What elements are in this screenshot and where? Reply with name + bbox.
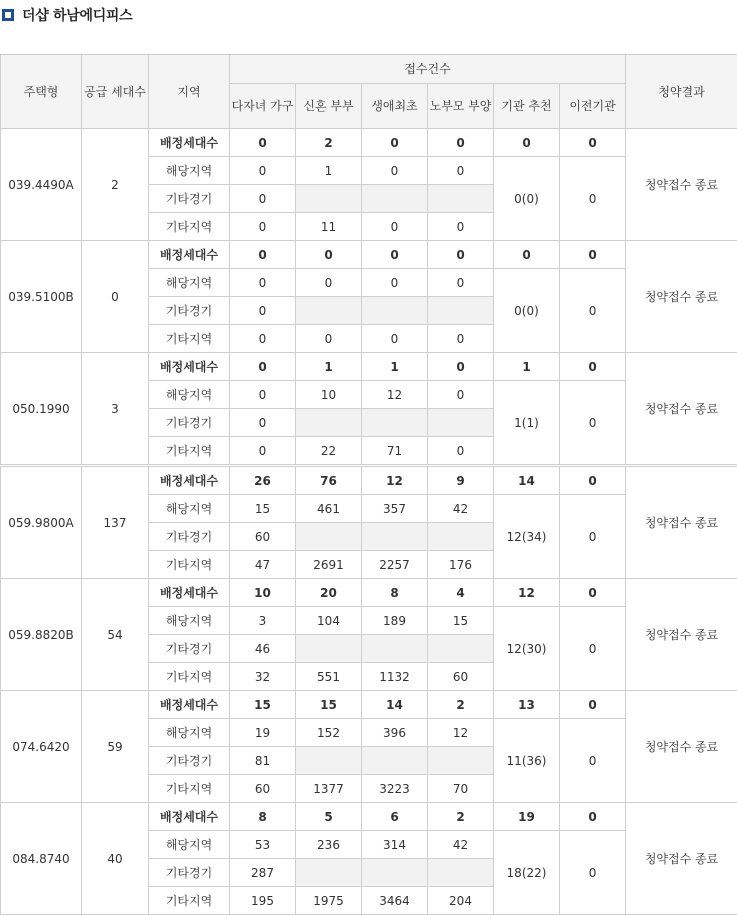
alloc-cell: 15 bbox=[296, 691, 362, 719]
subscription-results-table bbox=[0, 54, 737, 915]
other-cell: 1975 bbox=[296, 887, 362, 915]
other-cell: 204 bbox=[428, 887, 494, 915]
row-label-gyeonggi: 기타경기 bbox=[149, 747, 230, 775]
other-cell: 176 bbox=[428, 551, 494, 579]
other-cell: 0 bbox=[428, 437, 494, 466]
alloc-cell: 8 bbox=[362, 579, 428, 607]
row-label-local: 해당지역 bbox=[149, 381, 230, 409]
local-cell: 19 bbox=[230, 719, 296, 747]
supply-cell: 59 bbox=[82, 691, 149, 803]
header-reception: 접수건수 bbox=[230, 55, 626, 84]
row-label-other: 기타지역 bbox=[149, 775, 230, 803]
transfer-cell: 0 bbox=[560, 831, 626, 915]
other-cell: 1132 bbox=[362, 663, 428, 691]
empty-cell bbox=[296, 635, 362, 663]
house-type-cell: 050.1990 bbox=[1, 353, 82, 466]
local-cell: 0 bbox=[296, 269, 362, 297]
alloc-cell: 2 bbox=[296, 129, 362, 157]
transfer-cell: 0 bbox=[560, 157, 626, 241]
row-label-alloc: 배정세대수 bbox=[149, 579, 230, 607]
header-newlywed: 신혼 부부 bbox=[296, 84, 362, 129]
empty-cell bbox=[296, 523, 362, 551]
local-cell: 0 bbox=[230, 157, 296, 185]
other-cell: 0 bbox=[362, 325, 428, 353]
result-cell: 청약접수 종료 bbox=[626, 803, 737, 915]
house-type-cell: 059.9800A bbox=[1, 466, 82, 579]
agency-cell: 12(34) bbox=[494, 495, 560, 579]
empty-cell bbox=[428, 523, 494, 551]
row-label-local: 해당지역 bbox=[149, 719, 230, 747]
transfer-alloc-cell: 0 bbox=[560, 466, 626, 495]
other-cell: 195 bbox=[230, 887, 296, 915]
empty-cell bbox=[428, 747, 494, 775]
row-label-alloc: 배정세대수 bbox=[149, 691, 230, 719]
empty-cell bbox=[362, 747, 428, 775]
alloc-cell: 0 bbox=[230, 241, 296, 269]
other-cell: 11 bbox=[296, 213, 362, 241]
other-cell: 551 bbox=[296, 663, 362, 691]
agency-alloc-cell: 0 bbox=[494, 241, 560, 269]
agency-alloc-cell: 1 bbox=[494, 353, 560, 381]
row-label-other: 기타지역 bbox=[149, 887, 230, 915]
agency-cell: 11(36) bbox=[494, 719, 560, 803]
local-cell: 357 bbox=[362, 495, 428, 523]
supply-cell: 54 bbox=[82, 579, 149, 691]
local-cell: 0 bbox=[428, 269, 494, 297]
header-elderly-parent: 노부모 부양 bbox=[428, 84, 494, 129]
gyeonggi-cell: 0 bbox=[230, 297, 296, 325]
other-cell: 60 bbox=[428, 663, 494, 691]
page-title: 더샵 하남에디피스 bbox=[22, 8, 133, 24]
row-label-alloc: 배정세대수 bbox=[149, 241, 230, 269]
alloc-cell: 10 bbox=[230, 579, 296, 607]
local-cell: 10 bbox=[296, 381, 362, 409]
agency-alloc-cell: 12 bbox=[494, 579, 560, 607]
table-row bbox=[1, 466, 737, 495]
alloc-cell: 0 bbox=[428, 241, 494, 269]
local-cell: 0 bbox=[428, 381, 494, 409]
local-cell: 42 bbox=[428, 495, 494, 523]
other-cell: 1377 bbox=[296, 775, 362, 803]
alloc-cell: 26 bbox=[230, 466, 296, 495]
transfer-alloc-cell: 0 bbox=[560, 129, 626, 157]
header-multi-child: 다자녀 가구 bbox=[230, 84, 296, 129]
supply-cell: 2 bbox=[82, 129, 149, 241]
local-cell: 15 bbox=[230, 495, 296, 523]
agency-cell: 12(30) bbox=[494, 607, 560, 691]
agency-alloc-cell: 0 bbox=[494, 129, 560, 157]
local-cell: 15 bbox=[428, 607, 494, 635]
transfer-cell: 0 bbox=[560, 269, 626, 353]
transfer-cell: 0 bbox=[560, 719, 626, 803]
header-first-time: 생애최초 bbox=[362, 84, 428, 129]
row-label-gyeonggi: 기타경기 bbox=[149, 297, 230, 325]
alloc-cell: 8 bbox=[230, 803, 296, 831]
local-cell: 12 bbox=[362, 381, 428, 409]
table-row bbox=[1, 803, 737, 831]
local-cell: 53 bbox=[230, 831, 296, 859]
other-cell: 0 bbox=[230, 437, 296, 466]
header-agency: 기관 추천 bbox=[494, 84, 560, 129]
transfer-alloc-cell: 0 bbox=[560, 691, 626, 719]
local-cell: 3 bbox=[230, 607, 296, 635]
alloc-cell: 0 bbox=[428, 129, 494, 157]
other-cell: 0 bbox=[428, 213, 494, 241]
table-row bbox=[1, 241, 737, 269]
alloc-cell: 20 bbox=[296, 579, 362, 607]
supply-cell: 137 bbox=[82, 466, 149, 579]
header-region: 지역 bbox=[149, 55, 230, 129]
empty-cell bbox=[362, 635, 428, 663]
transfer-cell: 0 bbox=[560, 495, 626, 579]
alloc-cell: 15 bbox=[230, 691, 296, 719]
empty-cell bbox=[296, 859, 362, 887]
empty-cell bbox=[362, 523, 428, 551]
local-cell: 396 bbox=[362, 719, 428, 747]
transfer-alloc-cell: 0 bbox=[560, 579, 626, 607]
other-cell: 71 bbox=[362, 437, 428, 466]
alloc-cell: 9 bbox=[428, 466, 494, 495]
other-cell: 3223 bbox=[362, 775, 428, 803]
transfer-cell: 0 bbox=[560, 381, 626, 466]
local-cell: 0 bbox=[362, 269, 428, 297]
other-cell: 2257 bbox=[362, 551, 428, 579]
empty-cell bbox=[428, 185, 494, 213]
alloc-cell: 12 bbox=[362, 466, 428, 495]
empty-cell bbox=[296, 747, 362, 775]
other-cell: 0 bbox=[230, 325, 296, 353]
agency-alloc-cell: 14 bbox=[494, 466, 560, 495]
agency-alloc-cell: 13 bbox=[494, 691, 560, 719]
other-cell: 60 bbox=[230, 775, 296, 803]
agency-cell: 18(22) bbox=[494, 831, 560, 915]
header-result: 청약결과 bbox=[626, 55, 737, 129]
gyeonggi-cell: 0 bbox=[230, 185, 296, 213]
header-transfer: 이전기관 bbox=[560, 84, 626, 129]
row-label-other: 기타지역 bbox=[149, 437, 230, 466]
table-row bbox=[1, 129, 737, 157]
alloc-cell: 14 bbox=[362, 691, 428, 719]
supply-cell: 0 bbox=[82, 241, 149, 353]
row-label-gyeonggi: 기타경기 bbox=[149, 185, 230, 213]
local-cell: 314 bbox=[362, 831, 428, 859]
row-label-alloc: 배정세대수 bbox=[149, 466, 230, 495]
row-label-local: 해당지역 bbox=[149, 157, 230, 185]
local-cell: 461 bbox=[296, 495, 362, 523]
alloc-cell: 0 bbox=[230, 353, 296, 381]
row-label-local: 해당지역 bbox=[149, 607, 230, 635]
alloc-cell: 0 bbox=[230, 129, 296, 157]
other-cell: 70 bbox=[428, 775, 494, 803]
local-cell: 12 bbox=[428, 719, 494, 747]
empty-cell bbox=[362, 297, 428, 325]
house-type-cell: 059.8820B bbox=[1, 579, 82, 691]
result-cell: 청약접수 종료 bbox=[626, 579, 737, 691]
result-cell: 청약접수 종료 bbox=[626, 241, 737, 353]
result-cell: 청약접수 종료 bbox=[626, 129, 737, 241]
row-label-local: 해당지역 bbox=[149, 495, 230, 523]
alloc-cell: 0 bbox=[428, 353, 494, 381]
local-cell: 42 bbox=[428, 831, 494, 859]
alloc-cell: 1 bbox=[362, 353, 428, 381]
empty-cell bbox=[296, 297, 362, 325]
title-bar bbox=[0, 0, 737, 40]
result-cell: 청약접수 종료 bbox=[626, 353, 737, 466]
transfer-alloc-cell: 0 bbox=[560, 241, 626, 269]
row-label-gyeonggi: 기타경기 bbox=[149, 409, 230, 437]
result-cell: 청약접수 종료 bbox=[626, 466, 737, 579]
supply-cell: 3 bbox=[82, 353, 149, 466]
gyeonggi-cell: 46 bbox=[230, 635, 296, 663]
alloc-cell: 0 bbox=[362, 129, 428, 157]
transfer-alloc-cell: 0 bbox=[560, 803, 626, 831]
row-label-alloc: 배정세대수 bbox=[149, 353, 230, 381]
row-label-alloc: 배정세대수 bbox=[149, 129, 230, 157]
row-label-local: 해당지역 bbox=[149, 831, 230, 859]
local-cell: 152 bbox=[296, 719, 362, 747]
table-row bbox=[1, 579, 737, 607]
result-cell: 청약접수 종료 bbox=[626, 691, 737, 803]
other-cell: 0 bbox=[296, 325, 362, 353]
agency-cell: 0(0) bbox=[494, 157, 560, 241]
row-label-alloc: 배정세대수 bbox=[149, 803, 230, 831]
alloc-cell: 2 bbox=[428, 691, 494, 719]
other-cell: 32 bbox=[230, 663, 296, 691]
alloc-cell: 4 bbox=[428, 579, 494, 607]
local-cell: 189 bbox=[362, 607, 428, 635]
empty-cell bbox=[428, 859, 494, 887]
table-body bbox=[1, 129, 737, 915]
local-cell: 236 bbox=[296, 831, 362, 859]
supply-cell: 40 bbox=[82, 803, 149, 915]
local-cell: 0 bbox=[230, 381, 296, 409]
square-bullet-icon bbox=[2, 9, 14, 21]
empty-cell bbox=[428, 297, 494, 325]
house-type-cell: 074.6420 bbox=[1, 691, 82, 803]
other-cell: 22 bbox=[296, 437, 362, 466]
empty-cell bbox=[428, 409, 494, 437]
row-label-other: 기타지역 bbox=[149, 325, 230, 353]
table-row bbox=[1, 353, 737, 381]
empty-cell bbox=[362, 185, 428, 213]
local-cell: 0 bbox=[230, 269, 296, 297]
other-cell: 0 bbox=[428, 325, 494, 353]
row-label-gyeonggi: 기타경기 bbox=[149, 523, 230, 551]
alloc-cell: 5 bbox=[296, 803, 362, 831]
alloc-cell: 0 bbox=[296, 241, 362, 269]
empty-cell bbox=[296, 185, 362, 213]
agency-alloc-cell: 19 bbox=[494, 803, 560, 831]
empty-cell bbox=[362, 409, 428, 437]
other-cell: 3464 bbox=[362, 887, 428, 915]
transfer-cell: 0 bbox=[560, 607, 626, 691]
row-label-gyeonggi: 기타경기 bbox=[149, 859, 230, 887]
alloc-cell: 0 bbox=[362, 241, 428, 269]
agency-cell: 0(0) bbox=[494, 269, 560, 353]
table-row bbox=[1, 691, 737, 719]
header-house-type: 주택형 bbox=[1, 55, 82, 129]
gyeonggi-cell: 81 bbox=[230, 747, 296, 775]
gyeonggi-cell: 287 bbox=[230, 859, 296, 887]
alloc-cell: 1 bbox=[296, 353, 362, 381]
row-label-gyeonggi: 기타경기 bbox=[149, 635, 230, 663]
row-label-other: 기타지역 bbox=[149, 663, 230, 691]
empty-cell bbox=[362, 859, 428, 887]
alloc-cell: 2 bbox=[428, 803, 494, 831]
empty-cell bbox=[296, 409, 362, 437]
local-cell: 1 bbox=[296, 157, 362, 185]
local-cell: 0 bbox=[428, 157, 494, 185]
other-cell: 0 bbox=[362, 213, 428, 241]
header-supply: 공급 세대수 bbox=[82, 55, 149, 129]
local-cell: 0 bbox=[362, 157, 428, 185]
gyeonggi-cell: 60 bbox=[230, 523, 296, 551]
row-label-other: 기타지역 bbox=[149, 213, 230, 241]
alloc-cell: 6 bbox=[362, 803, 428, 831]
gyeonggi-cell: 0 bbox=[230, 409, 296, 437]
house-type-cell: 039.4490A bbox=[1, 129, 82, 241]
house-type-cell: 039.5100B bbox=[1, 241, 82, 353]
row-label-local: 해당지역 bbox=[149, 269, 230, 297]
row-label-other: 기타지역 bbox=[149, 551, 230, 579]
alloc-cell: 76 bbox=[296, 466, 362, 495]
other-cell: 0 bbox=[230, 213, 296, 241]
other-cell: 2691 bbox=[296, 551, 362, 579]
transfer-alloc-cell: 0 bbox=[560, 353, 626, 381]
house-type-cell: 084.8740 bbox=[1, 803, 82, 915]
local-cell: 104 bbox=[296, 607, 362, 635]
other-cell: 47 bbox=[230, 551, 296, 579]
agency-cell: 1(1) bbox=[494, 381, 560, 466]
empty-cell bbox=[428, 635, 494, 663]
